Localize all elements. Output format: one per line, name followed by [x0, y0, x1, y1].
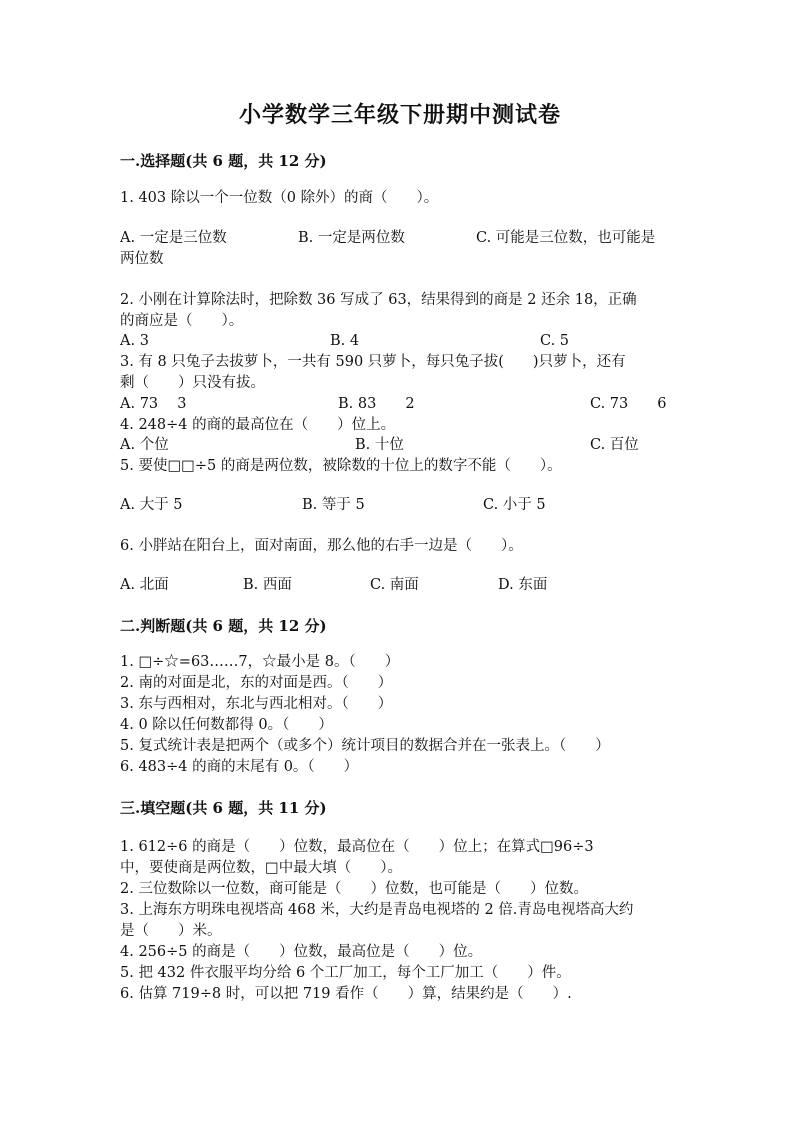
fill-item-1: 1. 612÷6 的商是（ ）位数，最高位在（ ）位上；在算式□96÷3: [120, 839, 594, 855]
q5-option-b: B. 等于 5: [302, 497, 365, 513]
q4-option-a: A. 个位: [120, 437, 169, 453]
judge-item-4: 4. 0 除以任何数都得 0。（ ）: [120, 717, 333, 733]
q6-option-a: A. 北面: [120, 577, 169, 593]
q4-option-c: C. 百位: [590, 437, 639, 453]
question-5: 5. 要使□□÷5 的商是两位数，被除数的十位上的数字不能（ ）。: [120, 458, 562, 474]
fill-item-3: 3. 上海东方明珠电视塔高 468 米，大约是青岛电视塔的 2 倍.青岛电视塔高大约: [120, 902, 634, 918]
fill-item-4: 4. 256÷5 的商是（ ）位数，最高位是（ ）位。: [120, 944, 483, 960]
fill-item-6: 6. 估算 719÷8 时，可以把 719 看作（ ）算，结果约是（ ）.: [120, 986, 572, 1002]
question-3-cont: 剩（ ）只没有拔。: [120, 375, 265, 391]
question-3: 3. 有 8 只兔子去拔萝卜，一共有 590 只萝卜，每只兔子拔( )只萝卜，还有: [120, 354, 626, 370]
q6-option-b: B. 西面: [243, 577, 292, 593]
judge-item-6: 6. 483÷4 的商的末尾有 0。（ ）: [120, 759, 359, 775]
question-2-cont: 的商应是（ ）。: [120, 313, 244, 329]
judge-item-3: 3. 东与西相对，东北与西北相对。（ ）: [120, 696, 393, 712]
section-heading-judge: 二.判断题(共 6 题，共 12 分): [120, 617, 327, 635]
fill-item-3-cont: 是（ ）米。: [120, 923, 222, 939]
q1-option-c: C. 可能是三位数，也可能是: [476, 230, 656, 246]
q2-option-a: A. 3: [120, 333, 149, 349]
q3-option-b: B. 83 2: [338, 396, 415, 412]
page-title: 小学数学三年级下册期中测试卷: [238, 102, 561, 128]
q1-option-a: A. 一定是三位数: [120, 230, 227, 246]
question-6: 6. 小胖站在阳台上，面对南面，那么他的右手一边是（ ）。: [120, 538, 523, 554]
question-4: 4. 248÷4 的商的最高位在（ ）位上。: [120, 417, 396, 433]
fill-item-2: 2. 三位数除以一位数，商可能是（ ）位数，也可能是（ ）位数。: [120, 881, 588, 897]
q5-option-c: C. 小于 5: [483, 497, 546, 513]
q2-option-b: B. 4: [330, 333, 360, 349]
q5-option-a: A. 大于 5: [120, 497, 183, 513]
question-1: 1. 403 除以一个一位数（0 除外）的商（ ）。: [120, 190, 439, 206]
fill-item-1-cont: 中，要使商是两位数，□中最大填（ ）。: [120, 860, 402, 876]
q1-option-b: B. 一定是两位数: [298, 230, 405, 246]
q4-option-b: B. 十位: [355, 437, 404, 453]
q1-option-c-cont: 两位数: [120, 251, 164, 267]
judge-item-2: 2. 南的对面是北，东的对面是西。（ ）: [120, 675, 393, 691]
q6-option-c: C. 南面: [370, 577, 419, 593]
q2-option-c: C. 5: [540, 333, 570, 349]
section-heading-fill: 三.填空题(共 6 题，共 11 分): [120, 799, 327, 817]
q3-option-c: C. 73 6: [590, 396, 667, 412]
q3-option-a: A. 73 3: [120, 396, 187, 412]
judge-item-1: 1. □÷☆=63……7，☆最小是 8。（ ）: [120, 654, 400, 670]
judge-item-5: 5. 复式统计表是把两个（或多个）统计项目的数据合并在一张表上。（ ）: [120, 738, 610, 754]
fill-item-5: 5. 把 432 件衣服平均分给 6 个工厂加工，每个工厂加工（ ）件。: [120, 965, 571, 981]
section-heading-choice: 一.选择题(共 6 题，共 12 分): [120, 152, 327, 170]
q6-option-d: D. 东面: [498, 577, 548, 593]
question-2: 2. 小刚在计算除法时，把除数 36 写成了 63，结果得到的商是 2 还余 18，正确: [120, 292, 637, 308]
